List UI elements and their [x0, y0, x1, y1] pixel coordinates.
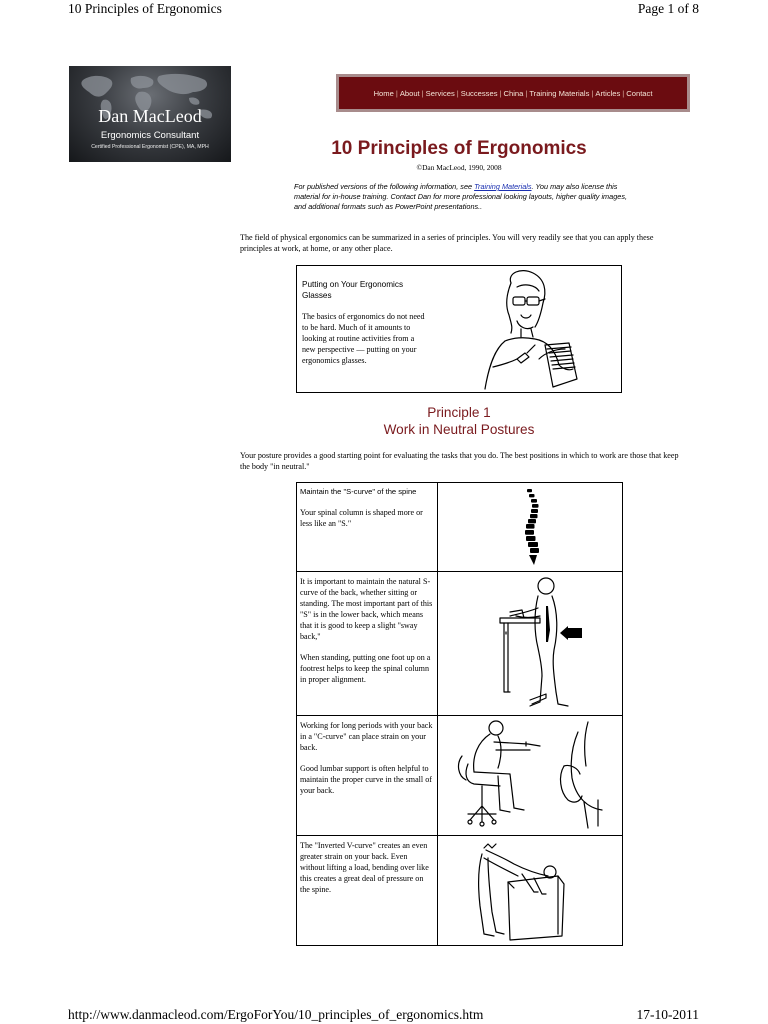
logo-title: Ergonomics Consultant	[100, 130, 200, 141]
page-title: 10 Principles of Ergonomics	[331, 138, 587, 159]
ergonomics-glasses-box	[296, 265, 622, 393]
nav-separator: |	[622, 88, 625, 98]
s-curve-heading: Maintain the "S-curve" of the spine	[300, 487, 417, 496]
inverted-v-text: The "Inverted V-curve" creates an even greater strain on your back. Even without lifting a load, bending over like this creates a great deal of pressure on the spine.	[300, 841, 429, 894]
principle-number: Principle 1	[427, 405, 491, 420]
glasses-box-body: The basics of ergonomics do not need to be hard. Much of it amounts to looking at routine activities from a new perspective — putting on your ergonomics glasses.	[302, 312, 425, 365]
note-text-after: . You may also license this material for in-house training. Contact Dan for more professional looking layouts, higher quality images, and additional formats such as PowerPoint presentations..	[294, 182, 627, 211]
nav-separator: |	[395, 88, 398, 98]
print-footer-date: 17-10-2011	[636, 1007, 699, 1022]
byline: ©Dan MacLeod, 1990, 2008	[416, 163, 502, 172]
bending-over-illustration	[438, 836, 622, 944]
print-header	[0, 0, 768, 22]
print-header-title: 10 Principles of Ergonomics	[68, 1, 222, 16]
woman-with-glasses-illustration	[465, 269, 605, 391]
nav-training-materials[interactable]: Training Materials	[529, 88, 590, 98]
seated-c-curve-illustration	[438, 716, 622, 834]
nav-separator: |	[499, 88, 502, 98]
nav-home[interactable]: Home	[373, 88, 394, 98]
standing-at-desk-illustration	[438, 572, 622, 714]
print-header-page: Page 1 of 8	[637, 1, 699, 16]
logo-name: Dan MacLeod	[98, 106, 202, 126]
footrest-text: When standing, putting one foot up on a footrest helps to keep the spinal column in proper alignment.	[300, 653, 431, 684]
note-text-before: For published versions of the following information, see	[294, 182, 475, 191]
nav-about[interactable]: About	[399, 88, 420, 98]
nav-separator: |	[421, 88, 424, 98]
print-footer	[0, 1007, 768, 1023]
c-curve-text: Working for long periods with your back in a "C-curve" can place strain on your back.	[300, 721, 433, 752]
sway-back-text: It is important to maintain the natural S-curve of the back, whether sitting or standing. The most important part of this "S" is in the lower back, which means that it is good to keep a slight "sway back,"	[300, 577, 433, 641]
print-footer-url: http://www.danmacleod.com/ErgoForYou/10_principles_of_ergonomics.htm	[68, 1007, 484, 1022]
training-materials-link[interactable]: Training Materials	[474, 182, 532, 191]
table-row	[297, 483, 622, 571]
nav-services[interactable]: Services	[425, 88, 455, 98]
nav-china[interactable]: China	[503, 88, 524, 98]
s-curve-body: Your spinal column is shaped more or less like an "S."	[300, 508, 423, 528]
spine-illustration	[438, 483, 622, 569]
site-logo[interactable]	[69, 66, 231, 162]
nav-separator: |	[591, 88, 594, 98]
publication-note	[294, 182, 628, 212]
lumbar-support-text: Good lumbar support is often helpful to maintain the proper curve in the small of your back.	[300, 764, 432, 795]
intro-paragraph: The field of physical ergonomics can be summarized in a series of principles. You will very readily see that you can apply these principles at work, at home, or any other place.	[240, 233, 654, 253]
nav-bar	[336, 74, 690, 112]
nav-contact[interactable]: Contact	[626, 88, 653, 98]
table-row	[297, 571, 622, 715]
nav-separator: |	[456, 88, 459, 98]
principle-name: Work in Neutral Postures	[383, 422, 535, 437]
glasses-box-heading: Putting on Your Ergonomics Glasses	[302, 280, 404, 300]
posture-table	[296, 482, 623, 946]
posture-intro: Your posture provides a good starting point for evaluating the tasks that you do. The best positions in which to work are those that keep the body "in neutral."	[240, 451, 679, 471]
nav-separator: |	[525, 88, 528, 98]
nav-successes[interactable]: Successes	[460, 88, 498, 98]
table-row	[297, 835, 622, 945]
nav-articles[interactable]: Articles	[595, 88, 621, 98]
logo-credentials: Certified Professional Ergonomist (CPE), MA, MPH	[91, 144, 209, 150]
table-row	[297, 715, 622, 835]
